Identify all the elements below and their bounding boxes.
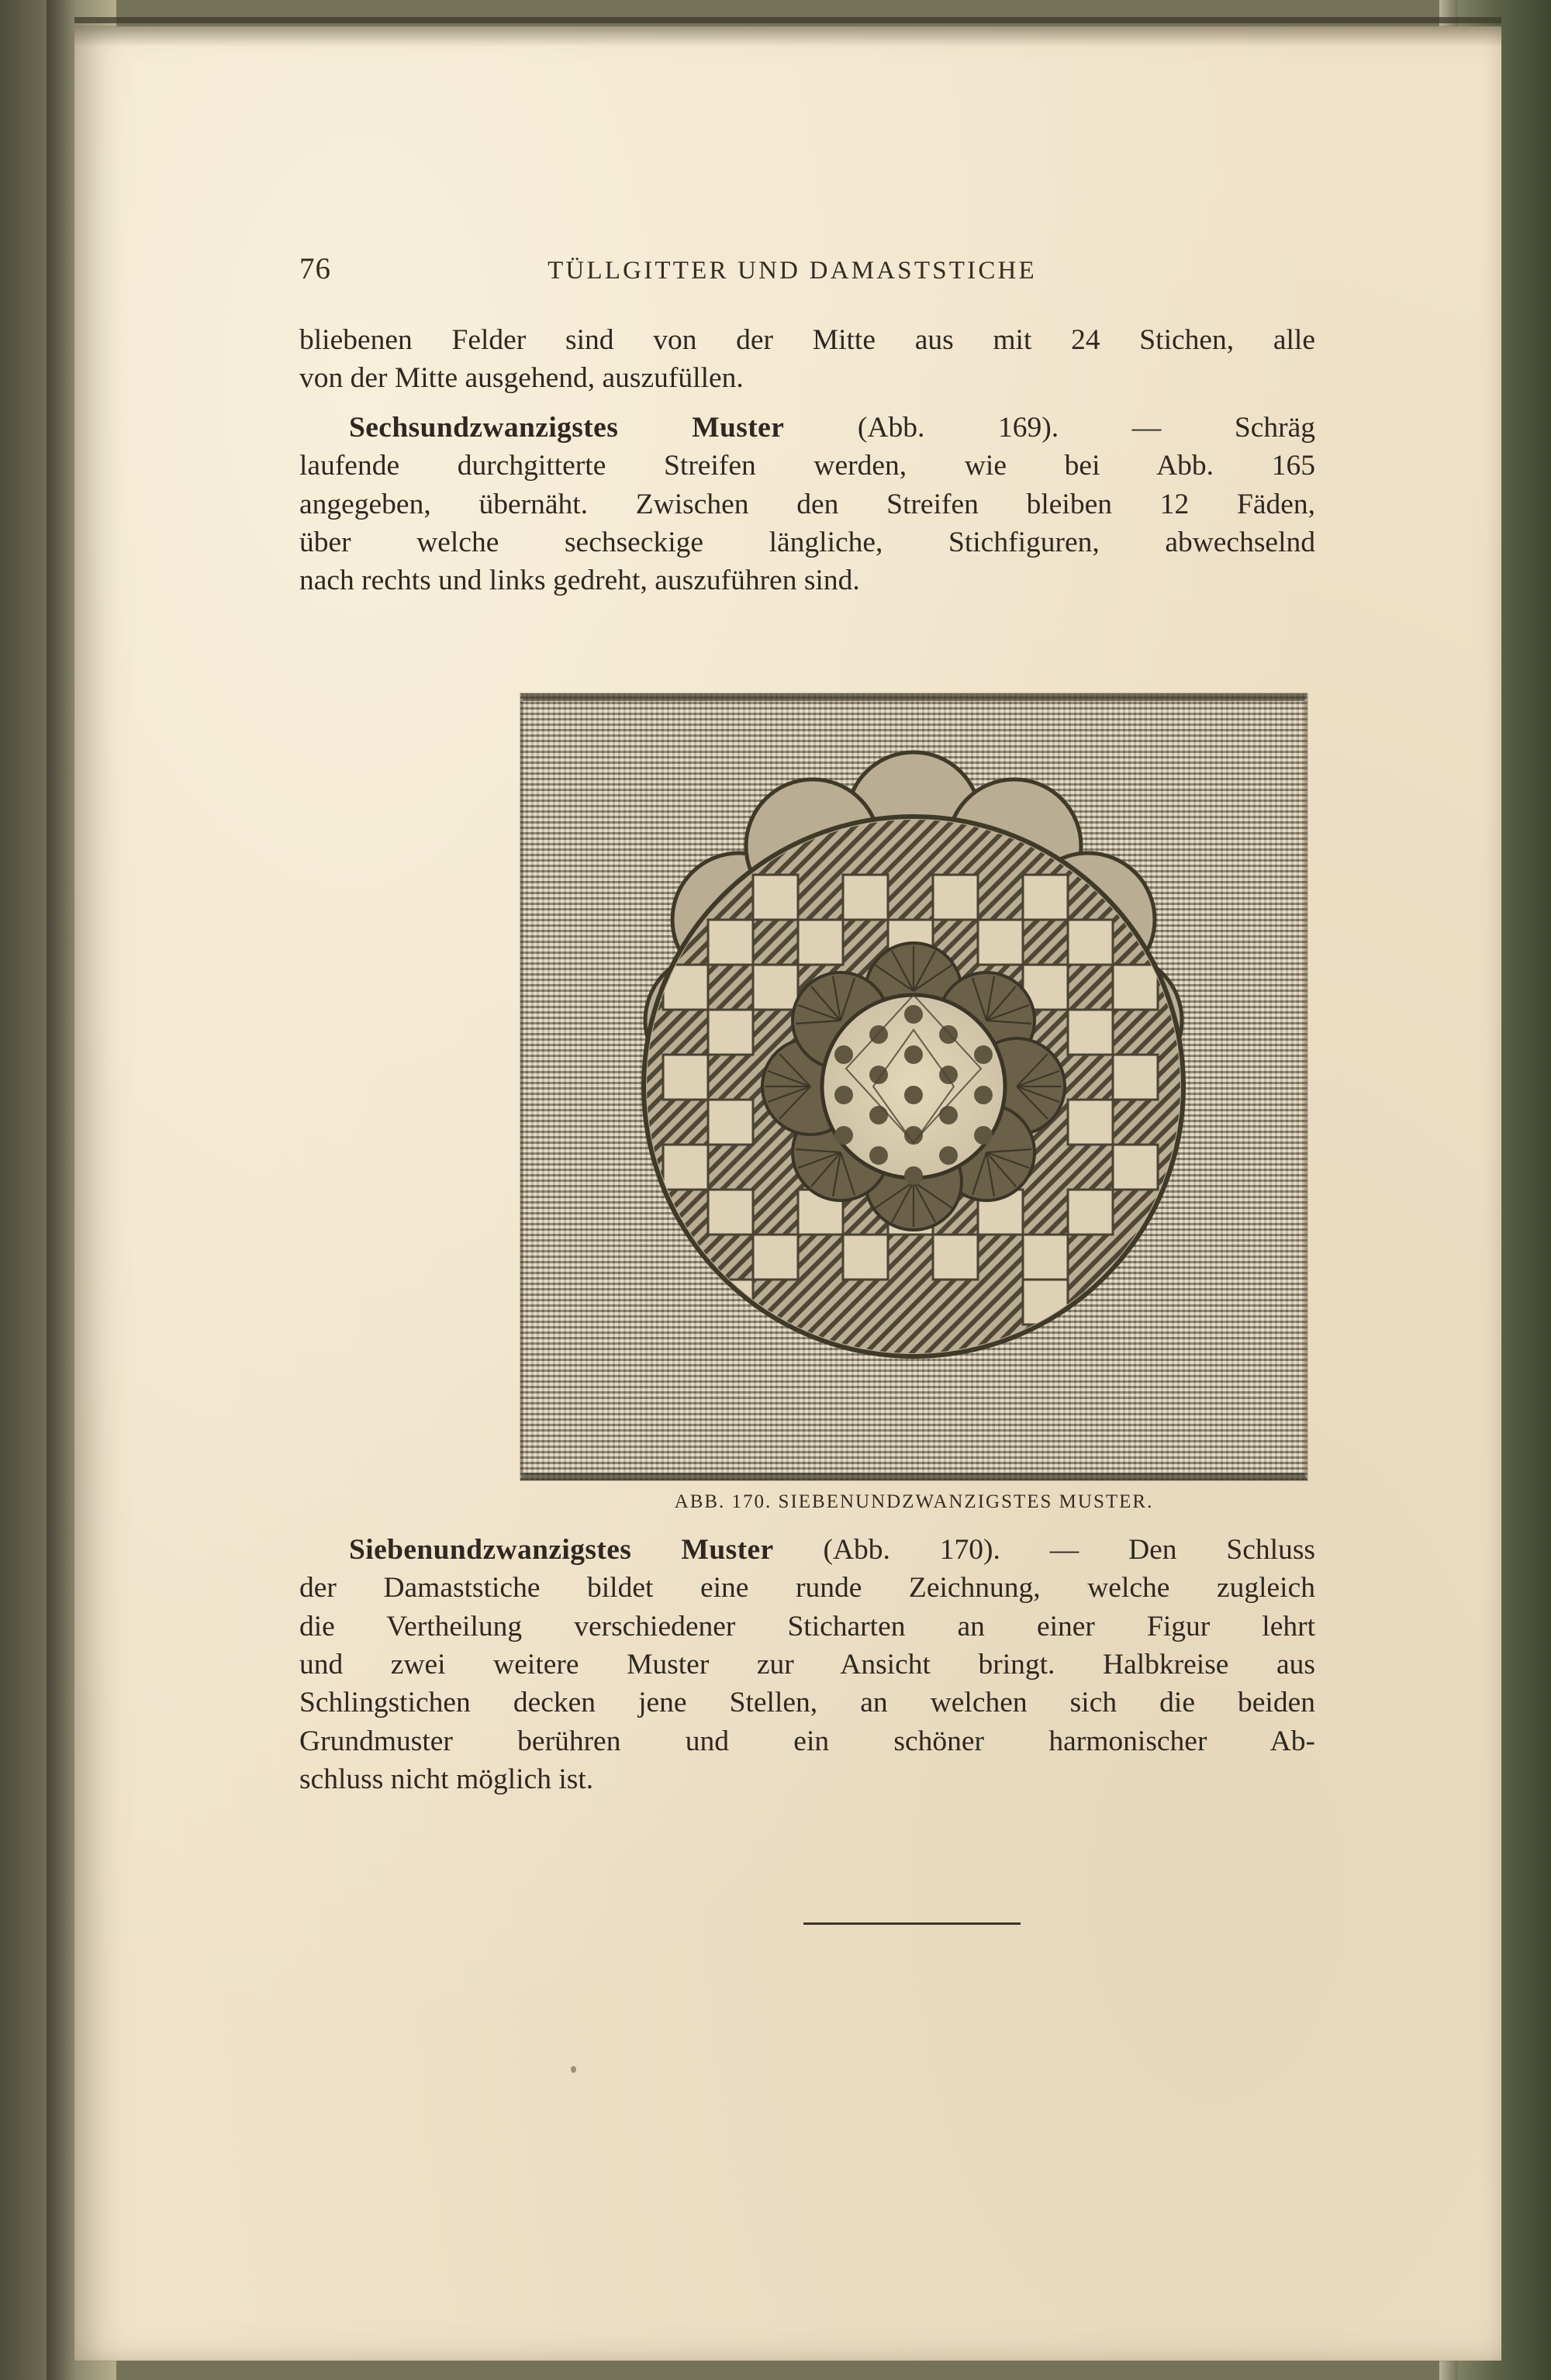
running-head xyxy=(299,251,1300,286)
page-content xyxy=(74,26,1501,2361)
paper-speck xyxy=(571,2066,576,2073)
section-divider-rule xyxy=(803,1922,1021,1925)
paragraph-continuation xyxy=(299,321,1315,398)
text-line: bliebenen Felder sind von der Mitte aus mit 24 Stichen, alle xyxy=(299,324,1315,356)
text-line: schluss nicht möglich ist. xyxy=(299,1763,594,1795)
text-line: über welche sechseckige längliche, Stichfiguren, abwechselnd xyxy=(299,526,1315,558)
gutter-shadow xyxy=(47,0,74,2380)
text-line: laufende durchgitterte Streifen werden, wie bei Abb. 165 xyxy=(299,450,1315,482)
figure-abb-170 xyxy=(520,693,1307,1513)
pattern-heading-27: Siebenundzwanzigstes Muster xyxy=(349,1534,774,1566)
paragraph-muster-27 xyxy=(299,1531,1315,1798)
inner-rosette xyxy=(762,943,1065,1230)
text-line: die Vertheilung verschiedener Sticharten an einer Figur lehrt xyxy=(299,1610,1315,1643)
figure-image xyxy=(520,693,1307,1480)
text-fragment: (Abb. 169). — Schräg xyxy=(857,412,1315,444)
text-line: nach rechts und links gedreht, auszuführen sind. xyxy=(299,565,860,597)
figure-caption: ABB. 170. SIEBENUNDZWANZIGSTES MUSTER. xyxy=(674,1491,1154,1512)
running-head-title: TÜLLGITTER UND DAMASTSTICHE xyxy=(548,257,1037,285)
text-line-with-heading xyxy=(299,409,1315,447)
pattern-heading-26: Sechsundzwanzigstes Muster xyxy=(349,412,785,444)
text-line: Grundmuster berühren und ein schöner harmonischer Ab- xyxy=(299,1725,1315,1757)
text-line: von der Mitte ausgehend, auszufüllen. xyxy=(299,362,744,395)
scan-top-border xyxy=(74,17,1501,23)
paragraph-muster-26 xyxy=(299,409,1315,600)
text-line-with-heading xyxy=(299,1531,1315,1569)
text-line: und zwei weitere Muster zur Ansicht bringt. Halbkreise aus xyxy=(299,1648,1315,1681)
embroidery-pattern-illustration xyxy=(520,693,1307,1480)
page-number: 76 xyxy=(299,252,331,285)
text-fragment: (Abb. 170). — Den Schluss xyxy=(823,1534,1316,1566)
text-line: der Damaststiche bildet eine runde Zeichnung, welche zugleich xyxy=(299,1572,1315,1605)
text-line: angegeben, übernäht. Zwischen den Streifen bleiben 12 Fäden, xyxy=(299,488,1315,520)
paper-leaf xyxy=(74,26,1501,2361)
text-line: Schlingstichen decken jene Stellen, an welchen sich die beiden xyxy=(299,1687,1315,1719)
